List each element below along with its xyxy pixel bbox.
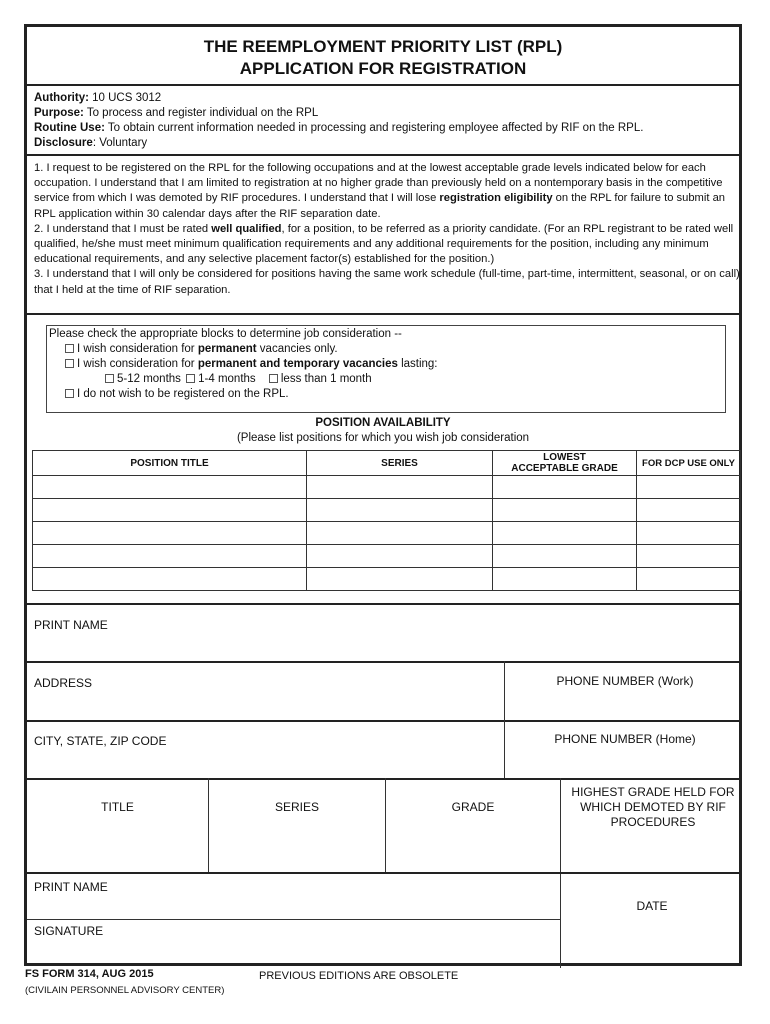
statements-block	[34, 161, 742, 298]
city-state-zip-label: CITY, STATE, ZIP CODE	[34, 734, 167, 748]
grade-field[interactable]	[386, 817, 560, 871]
disclosure-value: : Voluntary	[92, 137, 148, 149]
duration-less-1-checkbox[interactable]	[269, 374, 278, 383]
grade-input[interactable]	[493, 499, 637, 522]
personnel-center: (CIVILAIN PERSONNEL ADVISORY CENTER)	[25, 985, 225, 996]
form-id: FS FORM 314, AUG 2015	[25, 968, 154, 980]
disclosure-label: Disclosure	[34, 137, 93, 149]
statement-3: 3. I understand that I will only be considered for positions having the same work schedule (full-time, part-time, intermittent, seasonal, or on call) that I held at the time of RIF separation.	[34, 268, 740, 296]
series-input[interactable]	[307, 568, 493, 591]
do-not-register-checkbox[interactable]	[65, 389, 74, 398]
form-title-line2: APPLICATION FOR REGISTRATION	[239, 59, 527, 78]
col-position-title: POSITION TITLE	[33, 451, 307, 476]
phone-work-field[interactable]	[505, 691, 739, 719]
authority-value: 10 UCS 3012	[92, 92, 162, 104]
routine-use-label: Routine Use:	[34, 122, 105, 134]
grade-label: GRADE	[451, 800, 495, 814]
purpose-value: To process and register individual on the RPL	[86, 107, 319, 119]
table-row	[33, 476, 741, 499]
print-name-2-field[interactable]	[27, 893, 559, 917]
position-title-input[interactable]	[33, 545, 307, 568]
col-series: SERIES	[307, 451, 493, 476]
option-permanent-row: I wish consideration for permanent vacancies only.	[49, 342, 723, 357]
table-row	[33, 545, 741, 568]
position-title-input[interactable]	[33, 499, 307, 522]
position-table	[32, 450, 741, 591]
print-name-2-label: PRINT NAME	[34, 880, 108, 894]
date-field[interactable]	[561, 915, 739, 965]
series-input[interactable]	[307, 499, 493, 522]
permanent-only-checkbox[interactable]	[65, 344, 74, 353]
obsolete-notice: PREVIOUS EDITIONS ARE OBSOLETE	[259, 970, 459, 982]
form-title-line1: THE REEMPLOYMENT PRIORITY LIST (RPL)	[203, 37, 563, 56]
authority-label: Authority:	[34, 92, 89, 104]
series-label: SERIES	[274, 800, 319, 814]
col-lowest-grade: LOWEST ACCEPTABLE GRADE	[493, 451, 637, 476]
dcp-use-cell	[637, 499, 741, 522]
authority-block	[34, 91, 734, 151]
statement-2: 2. I understand that I must be rated well qualified, for a position, to be referred as a priority candidate. (For an RPL registrant to be rated well qualified, he/she must meet minimum qualification requirements and any additional requirements for the position, including any minimum educational requirements, and any selective placement factor(s) established for the position.)	[34, 222, 734, 266]
grade-input[interactable]	[493, 568, 637, 591]
series-input[interactable]	[307, 522, 493, 545]
title-field[interactable]	[27, 817, 208, 871]
print-name-label: PRINT NAME	[34, 618, 108, 632]
duration-1-4-checkbox[interactable]	[186, 374, 195, 383]
title-label: TITLE	[101, 800, 134, 814]
permanent-and-temporary-checkbox[interactable]	[65, 359, 74, 368]
address-label: ADDRESS	[34, 676, 93, 690]
grade-input[interactable]	[493, 545, 637, 568]
position-table-header	[33, 451, 741, 476]
address-field[interactable]	[27, 663, 503, 719]
availability-heading: POSITION AVAILABILITY	[315, 417, 451, 429]
dcp-use-cell	[637, 545, 741, 568]
position-title-input[interactable]	[33, 568, 307, 591]
dcp-use-cell	[637, 522, 741, 545]
signature-label: SIGNATURE	[34, 924, 104, 938]
series-field[interactable]	[209, 817, 385, 871]
series-input[interactable]	[307, 476, 493, 499]
table-row	[33, 499, 741, 522]
phone-home-field[interactable]	[505, 749, 739, 777]
rpl-form	[24, 24, 742, 966]
purpose-label: Purpose:	[34, 107, 84, 119]
grade-input[interactable]	[493, 522, 637, 545]
consideration-box	[46, 325, 726, 413]
position-title-input[interactable]	[33, 522, 307, 545]
table-row	[33, 522, 741, 545]
position-title-input[interactable]	[33, 476, 307, 499]
series-input[interactable]	[307, 545, 493, 568]
statement-1: 1. I request to be registered on the RPL for the following occupations and at the lowest acceptable grade levels indicated below for each occupation. I understand that I am limited to registration at no higher grade than previously held on a nontemporary basis in the competitive service from which I was demoted by RIF procedures. I understand that I will lose registration eligibility on the RPL for failure to submit an RPL application within 30 calendar days after the RIF separation date.	[34, 162, 726, 220]
availability-subheading: (Please list positions for which you wish job consideration	[236, 432, 530, 444]
print-name-field[interactable]	[27, 613, 739, 659]
date-label: DATE	[636, 899, 668, 913]
highest-grade-field[interactable]	[561, 827, 739, 871]
duration-5-12-checkbox[interactable]	[105, 374, 114, 383]
duration-row: 5-12 months 1-4 months less than 1 month	[49, 372, 723, 387]
grade-input[interactable]	[493, 476, 637, 499]
city-state-zip-field[interactable]	[27, 722, 503, 778]
signature-field[interactable]	[27, 937, 559, 965]
dcp-use-cell	[637, 568, 741, 591]
consideration-instruction: Please check the appropriate blocks to determine job consideration --	[49, 328, 402, 340]
routine-use-value: To obtain current information needed in processing and registering employee affected by RIF on the RPL.	[107, 122, 644, 134]
dcp-use-cell	[637, 476, 741, 499]
phone-work-label: PHONE NUMBER (Work)	[556, 674, 694, 688]
col-dcp-use: FOR DCP USE ONLY	[637, 451, 741, 476]
highest-grade-label: HIGHEST GRADE HELD FOR WHICH DEMOTED BY RIF PROCEDURES	[571, 785, 735, 829]
table-row	[33, 568, 741, 591]
option-temporary-row: I wish consideration for permanent and temporary vacancies lasting:	[49, 357, 723, 372]
phone-home-label: PHONE NUMBER (Home)	[554, 732, 696, 746]
option-not-register-row: I do not wish to be registered on the RPL.	[49, 387, 723, 402]
